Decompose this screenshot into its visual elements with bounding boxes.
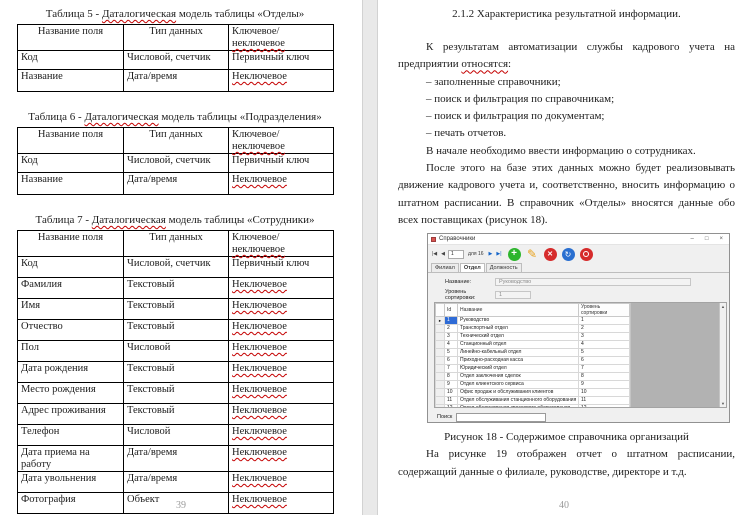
table-row: Название Дата/время Неключевое	[18, 173, 334, 195]
name-field[interactable]: Руководство	[495, 278, 691, 286]
delete-record-button[interactable]	[544, 248, 557, 261]
window-titlebar	[428, 234, 729, 245]
table-row: Имя Текстовый Неключевое	[18, 299, 334, 320]
col-header-name[interactable]: Название	[458, 304, 579, 317]
app-icon	[431, 237, 436, 242]
col-header: Название поля	[18, 231, 124, 257]
grid-row-selected[interactable]: ▸ 1 Руководство 1	[436, 317, 630, 325]
grid-row[interactable]: 7 Юридический отдел 7	[436, 365, 630, 373]
list-item: – поиск и фильтрация по документам;	[426, 110, 605, 123]
tab-dolzhnost[interactable]: Должность	[486, 263, 522, 272]
table-row: Дата рождения Текстовый Неключевое	[18, 362, 334, 383]
table6-caption: Таблица 6 - Даталогическая модель таблицы «Подразделения»	[28, 111, 322, 123]
grid-row[interactable]: 10 Офис продаж и обслуживания клиентов 10	[436, 389, 630, 397]
search-label: Поиск	[437, 414, 453, 421]
table-row: Код Числовой, счетчик Первичный ключ	[18, 257, 334, 278]
table-row: Код Числовой, счетчик Первичный ключ	[18, 51, 334, 70]
table-7	[17, 230, 334, 514]
refresh-icon: ↻	[564, 249, 572, 259]
move-next-button[interactable]: ▶	[488, 250, 493, 257]
col-header: Ключевое/неключевое	[229, 25, 334, 51]
table-5	[17, 24, 334, 92]
grid-row[interactable]: 12 Отдел обслуживания кроссового оборудования 12	[436, 405, 630, 409]
spravochniki-window	[427, 233, 730, 423]
scroll-up-icon[interactable]: ▲	[721, 304, 725, 310]
col-header: Тип данных	[124, 25, 229, 51]
paragraph: На рисунке 19 отображен отчет о штатном расписании, содержащий данные о филиале, руководстве, директоре и т.д.	[398, 448, 735, 478]
grid-row[interactable]: 8 Отдел заключения сделок 8	[436, 373, 630, 381]
table-row: Фотография Объект Неключевое	[18, 493, 334, 514]
table-row: Дата увольнения Дата/время Неключевое	[18, 472, 334, 493]
window-title: Справочники	[439, 236, 476, 243]
table-row: Телефон Числовой Неключевое	[18, 425, 334, 446]
col-header: Тип данных	[124, 231, 229, 257]
page-40	[378, 0, 750, 515]
table7-caption: Таблица 7 - Даталогическая модель таблицы «Сотрудники»	[35, 214, 315, 226]
paragraph: В начале необходимо ввести информацию о сотрудниках.	[426, 144, 696, 157]
table-row: Дата приема на работу Дата/время Неключевое	[18, 446, 334, 472]
grid-scrollbar[interactable]	[719, 303, 726, 407]
table-row: Фамилия Текстовый Неключевое	[18, 278, 334, 299]
table-row: Место рождения Текстовый Неключевое	[18, 383, 334, 404]
section-heading: 2.1.2 Характеристика результатной информации.	[452, 8, 681, 20]
sort-level-label: Уровень сортировки:	[445, 289, 476, 302]
list-item: – поиск и фильтрация по справочникам;	[426, 92, 615, 105]
col-header: Название поля	[18, 25, 124, 51]
stop-icon	[583, 251, 589, 257]
pencil-icon: ✎	[527, 247, 538, 262]
scroll-down-icon[interactable]: ▼	[721, 401, 725, 407]
grid-row[interactable]: 11 Отдел обслуживания станционного оборудования 11	[436, 397, 630, 405]
table-row: Отчество Текстовый Неключевое	[18, 320, 334, 341]
data-grid	[434, 302, 727, 408]
close-button[interactable]: ×	[719, 235, 723, 242]
table-6	[17, 127, 334, 195]
page-number-left: 39	[176, 500, 186, 511]
grid-header-row	[436, 304, 630, 317]
grid-row[interactable]: 3 Технический отдел 3	[436, 333, 630, 341]
col-header: Ключевое/неключевое	[229, 128, 334, 154]
record-navigator-toolbar	[428, 245, 729, 263]
form-area	[428, 273, 729, 302]
col-header: Название поля	[18, 128, 124, 154]
figure-caption: Рисунок 18 - Содержимое справочника организаций	[444, 431, 689, 444]
minimize-button[interactable]: –	[690, 235, 694, 242]
page-39	[0, 0, 362, 515]
exit-button[interactable]	[580, 248, 593, 261]
position-field[interactable]: 1	[448, 250, 464, 259]
maximize-button[interactable]: □	[704, 235, 709, 242]
table-row: Название Дата/время Неключевое	[18, 70, 334, 92]
edit-record-button[interactable]	[526, 248, 539, 261]
list-item: – заполненные справочники;	[426, 75, 561, 88]
x-icon: ✕	[547, 251, 553, 259]
table5-caption: Таблица 5 - Даталогическая модель таблицы «Отделы»	[45, 8, 305, 20]
add-record-button[interactable]	[508, 248, 521, 261]
tab-otdel[interactable]: Отдел	[460, 263, 485, 272]
col-header: Тип данных	[124, 128, 229, 154]
move-first-button[interactable]: |◀	[432, 250, 438, 257]
paragraph: После этого на базе этих данных можно будет реализовывать движение кадрового учета и, соответственно, вносить информацию о штатном расписании. В справочник «Отделы» вносятся данные обо всех поставщиках (рисунок 18).	[398, 162, 735, 226]
table-row: Код Числовой, счетчик Первичный ключ	[18, 154, 334, 173]
window-controls	[691, 235, 726, 244]
tab-strip	[428, 263, 729, 273]
page-divider	[362, 0, 378, 515]
page-number-right: 40	[559, 500, 569, 511]
grid-row[interactable]: 2 Транспортный отдел 2	[436, 325, 630, 333]
col-header: Ключевое/неключевое	[229, 231, 334, 257]
record-count-label: для 16	[468, 251, 484, 258]
grid-row[interactable]: 9 Отдел клиентского сервиса 9	[436, 381, 630, 389]
grid-empty-area	[630, 303, 719, 407]
tab-filial[interactable]: Филиал	[431, 263, 459, 272]
refresh-button[interactable]	[562, 248, 575, 261]
col-header-level[interactable]: Уровень сортировки	[579, 304, 630, 317]
table-row: Пол Числовой Неключевое	[18, 341, 334, 362]
move-last-button[interactable]: ▶|	[496, 250, 502, 257]
grid-row[interactable]: 6 Приходно-расходная касса 6	[436, 357, 630, 365]
search-input[interactable]	[456, 413, 546, 422]
paragraph: К результатам автоматизации службы кадрового учета на предприятии относятся:	[398, 41, 735, 71]
name-label: Название:	[445, 279, 472, 286]
row-marker-icon: ▸	[436, 317, 445, 325]
col-header-id[interactable]: Id	[445, 304, 458, 317]
plus-icon: +	[511, 248, 517, 260]
sort-level-field[interactable]: 1	[495, 291, 531, 299]
grid-row[interactable]: 5 Линейно-кабельный отдел 5	[436, 349, 630, 357]
table-row: Адрес проживания Текстовый Неключевое	[18, 404, 334, 425]
grid-row[interactable]: 4 Станционный отдел 4	[436, 341, 630, 349]
move-previous-button[interactable]: ◀	[441, 250, 446, 257]
list-item: – печать отчетов.	[426, 127, 507, 140]
search-bar	[428, 410, 729, 423]
